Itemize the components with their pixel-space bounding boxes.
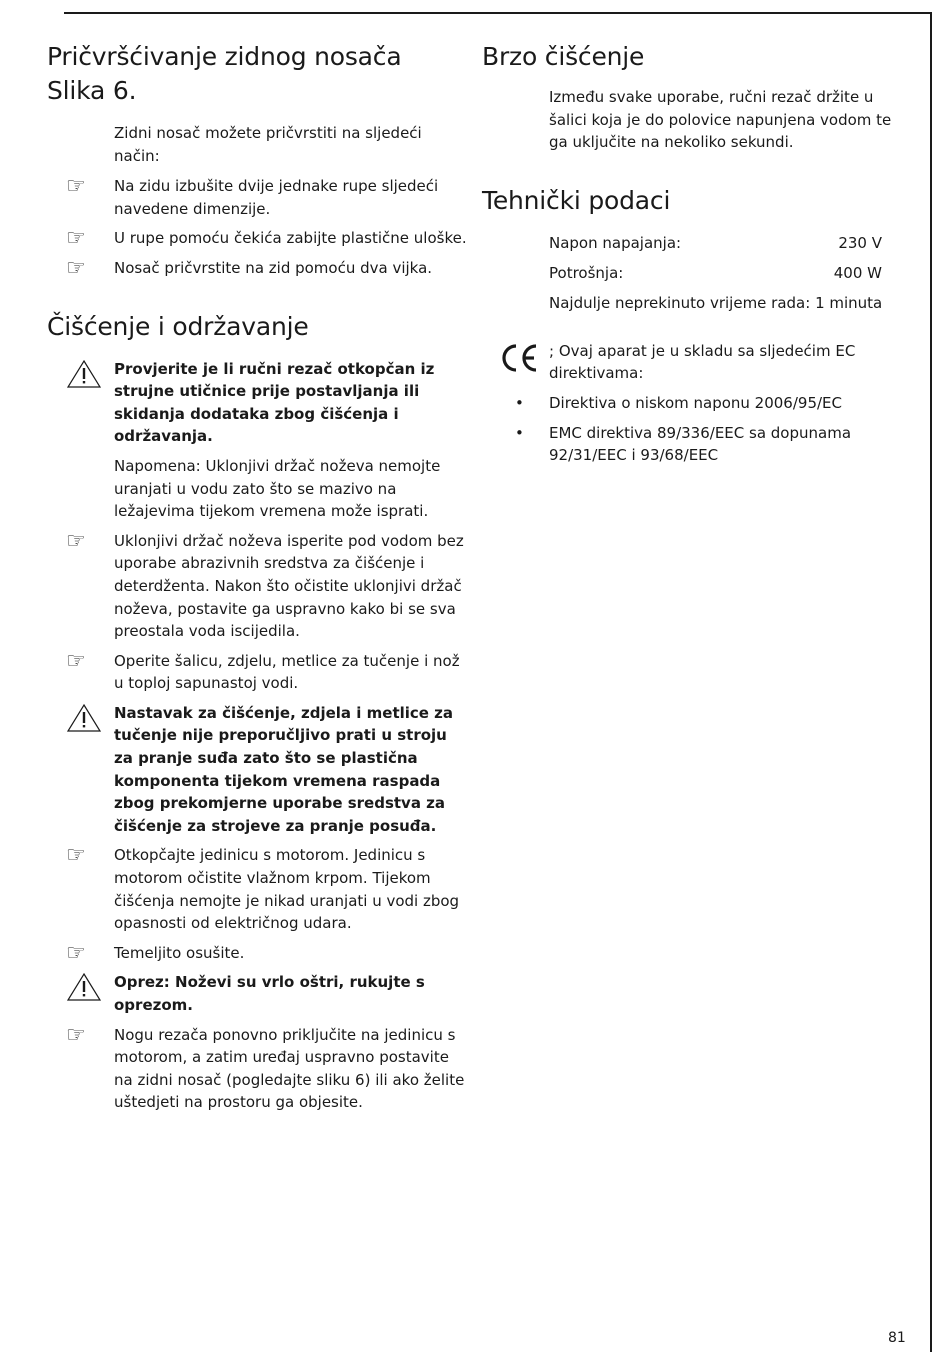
title-line-2: Slika 6.: [47, 76, 137, 105]
bullet-icon: •: [515, 423, 524, 442]
step-item: [47, 650, 467, 695]
intro-paragraph: [47, 122, 467, 167]
step-item: [47, 1024, 467, 1114]
pointing-hand-icon: ☞: [66, 940, 86, 966]
note-paragraph: [47, 455, 467, 523]
section-technical-data: [482, 184, 892, 467]
warning-text: Oprez: Noževi su vrlo oštri, rukujte s oprezom.: [114, 973, 425, 1014]
ce-mark-icon: [496, 340, 540, 383]
pointing-hand-icon: ☞: [66, 528, 86, 554]
page-number: 81: [888, 1330, 906, 1346]
step-text: Nogu rezača ponovno priključite na jedinicu s motorom, a zatim uređaj uspravno postavite na zidni nosač (pogledajte sliku 6) ili ako želite uštedjeti na prostoru ga objesite.: [114, 1025, 465, 1112]
step-text: Uklonjivi držač noževa isperite pod vodom bez uporabe abrazivnih sredstva za čišćenje i deterdženta. Nakon što očistite uklonjivi držač noževa, postavite ga uspravno kako bi se sva preostala voda iscijedila.: [114, 531, 464, 641]
spec-value: 230 V: [838, 233, 882, 252]
quick-cleaning-text: [482, 86, 892, 154]
step-item: [47, 844, 467, 934]
section-title: Čišćenje i održavanje: [47, 311, 309, 341]
step-text: Otkopčajte jedinicu s motorom. Jedinicu s motorom očistite vlažnom krpom. Tijekom čišćenja nemojte je nikad uranjati u vodi zbog opasnosti od električnog udara.: [114, 846, 460, 933]
directive-item: [482, 422, 892, 467]
spec-label: Napon napajanja:: [549, 233, 682, 252]
directive-item: [482, 392, 892, 415]
warning-triangle-icon: [66, 359, 102, 381]
right-column: [482, 40, 892, 493]
section-title: [47, 40, 467, 108]
warning-triangle-icon: [66, 703, 102, 725]
note-text: Napomena: Uklonjivi držač noževa nemojte uranjati u vodu zato što se mazivo na ležajevima tijekom vremena može isprati.: [114, 456, 441, 521]
step-text: Na zidu izbušite dvije jednake rupe sljedeći navedene dimenzije.: [114, 177, 439, 218]
step-item: [47, 175, 467, 220]
spec-label: Potrošnja:: [549, 263, 624, 282]
section-title: Tehnički podaci: [482, 185, 671, 215]
warning-item: [47, 358, 467, 448]
step-text: U rupe pomoću čekića zabijte plastične uloške.: [114, 229, 467, 248]
pointing-hand-icon: ☞: [66, 843, 86, 869]
ce-text: ; Ovaj aparat je u skladu sa sljedećim EC direktivama:: [549, 341, 856, 383]
spec-row-voltage: [482, 232, 882, 254]
intro-text: Zidni nosač možete pričvrstiti na sljedeći način:: [114, 124, 422, 165]
directive-text: EMC direktiva 89/336/EEC sa dopunama 92/31/EEC i 93/68/EEC: [549, 423, 852, 465]
spec-value: 400 W: [833, 263, 882, 282]
pointing-hand-icon: ☞: [66, 255, 86, 281]
ce-conformity: [482, 340, 892, 385]
warning-text: Nastavak za čišćenje, zdjela i metlice za tučenje nije preporučljivo prati u stroju za pranje suđa zato što se plastična komponenta tijekom vremena raspada zbog prekomjerne uporabe sredstva za čišćenje za strojeve za pranje posuđa.: [114, 703, 454, 835]
step-text: Temeljito osušite.: [114, 943, 245, 962]
step-item: [47, 530, 467, 643]
step-item: [47, 257, 467, 280]
directive-text: Direktiva o niskom naponu 2006/95/EC: [549, 393, 842, 412]
spec-row-power: [482, 262, 882, 284]
warning-item: [47, 702, 467, 838]
section-wall-mount: [47, 40, 467, 280]
paragraph-text: Između svake uporabe, ručni rezač držite u šalici koja je do polovice napunjena vodom te ga uključite na nekoliko sekundi.: [549, 88, 892, 152]
warning-triangle-icon: [66, 972, 102, 994]
pointing-hand-icon: ☞: [66, 1022, 86, 1048]
section-cleaning: [47, 310, 467, 1114]
warning-text: Provjerite je li ručni rezač otkopčan iz strujne utičnice prije postavljanja ili skidanja dodataka zbog čišćenja i održavanja.: [114, 359, 435, 446]
spec-label: Najdulje neprekinuto vrijeme rada: 1 minuta: [549, 293, 883, 312]
bullet-icon: •: [515, 393, 524, 412]
step-text: Nosač pričvrstite na zid pomoću dva vijka.: [114, 258, 433, 277]
section-title: Brzo čišćenje: [482, 42, 645, 71]
step-item: [47, 942, 467, 965]
section-quick-cleaning: [482, 40, 892, 154]
warning-item: [47, 971, 467, 1016]
pointing-hand-icon: ☞: [66, 174, 86, 200]
step-text: Operite šalicu, zdjelu, metlice za tučenje i nož u toploj sapunastoj vodi.: [114, 651, 460, 693]
left-column: [47, 40, 467, 1140]
spec-row-runtime: [482, 292, 892, 314]
title-line-1: Pričvršćivanje zidnog nosača: [47, 42, 402, 71]
pointing-hand-icon: ☞: [66, 648, 86, 674]
step-item: [47, 227, 467, 250]
pointing-hand-icon: ☞: [66, 226, 86, 252]
